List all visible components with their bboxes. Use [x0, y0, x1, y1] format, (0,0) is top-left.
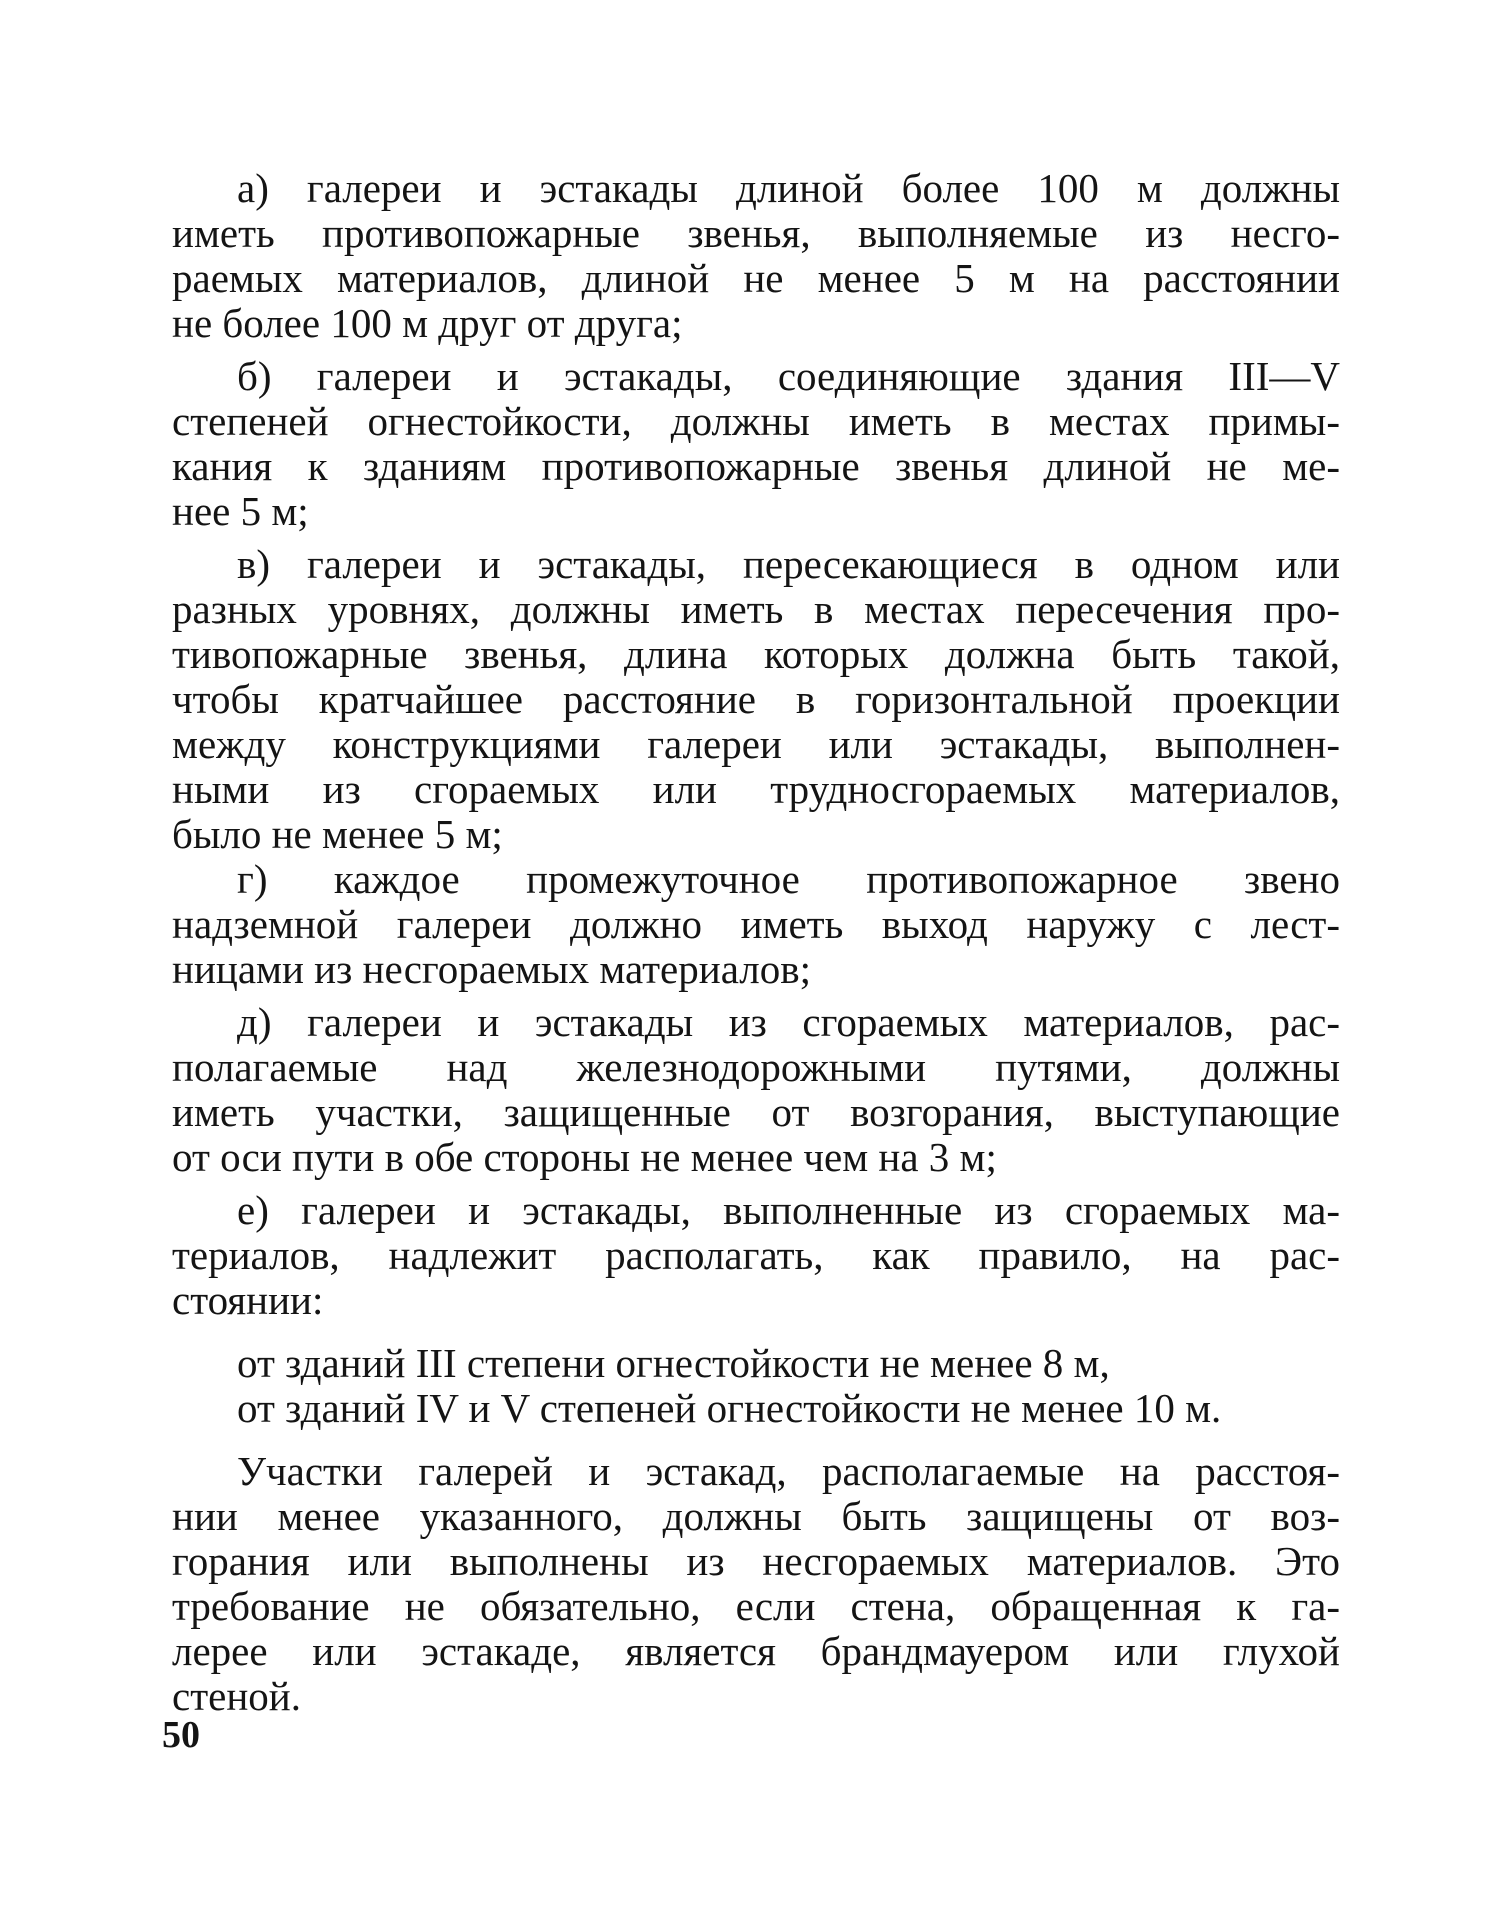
body-text: [172, 166, 1340, 1719]
paragraph-a-line-2: иметь противопожарные звенья, выполняемые из несго-: [172, 210, 1340, 256]
closing-paragraph-line-5: лерее или эстакаде, является брандмауером или глухой: [172, 1628, 1340, 1674]
paragraph-a-line-1: а) галереи и эстакады длиной более 100 м должны: [237, 165, 1340, 211]
distance-item-1: от зданий III степени огнестойкости не менее 8 м,: [237, 1340, 1110, 1386]
paragraph-b-line-1: б) галереи и эстакады, соединяющие здания III—V: [237, 353, 1340, 399]
paragraph-a-line-4: не более 100 м друг от друга;: [172, 300, 683, 346]
closing-paragraph-line-4: требование не обязательно, если стена, обращенная к га-: [172, 1583, 1340, 1629]
paragraph-v-line-5: между конструкциями галереи или эстакады, выполнен-: [172, 721, 1340, 767]
distance-item-2: от зданий IV и V степеней огнестойкости не менее 10 м.: [237, 1385, 1222, 1431]
paragraph-d-line-4: от оси пути в обе стороны не менее чем на 3 м;: [172, 1134, 997, 1180]
paragraph-b-line-3: кания к зданиям противопожарные звенья длиной не ме-: [172, 443, 1340, 489]
paragraph-e-line-1: е) галереи и эстакады, выполненные из сгораемых ма-: [237, 1187, 1340, 1233]
paragraph-d-line-3: иметь участки, защищенные от возгорания, выступающие: [172, 1089, 1340, 1135]
paragraph-v-line-1: в) галереи и эстакады, пересекающиеся в одном или: [237, 541, 1340, 587]
paragraph-b-line-4: нее 5 м;: [172, 488, 309, 534]
closing-paragraph-line-6: стеной.: [172, 1673, 301, 1719]
paragraph-d-line-2: полагаемые над железнодорожными путями, должны: [172, 1044, 1340, 1090]
closing-paragraph-line-3: горания или выполнены из несгораемых материалов. Это: [172, 1538, 1340, 1584]
paragraph-v-line-4: чтобы кратчайшее расстояние в горизонтальной проекции: [172, 676, 1340, 722]
paragraph-b-line-2: степеней огнестойкости, должны иметь в местах примы-: [172, 398, 1340, 444]
closing-paragraph-line-1: Участки галерей и эстакад, располагаемые на расстоя-: [237, 1448, 1340, 1494]
paragraph-d-line-1: д) галереи и эстакады из сгораемых материалов, рас-: [237, 999, 1340, 1045]
paragraph-e-line-3: стоянии:: [172, 1277, 324, 1323]
closing-paragraph-line-2: нии менее указанного, должны быть защищены от воз-: [172, 1493, 1340, 1539]
paragraph-v-line-6: ными из сгораемых или трудносгораемых материалов,: [172, 766, 1340, 812]
page-number: 50: [162, 1714, 200, 1756]
paragraph-a-line-3: раемых материалов, длиной не менее 5 м на расстоянии: [172, 255, 1340, 301]
paragraph-e-line-2: териалов, надлежит располагать, как правило, на рас-: [172, 1232, 1340, 1278]
paragraph-v-line-3: тивопожарные звенья, длина которых должна быть такой,: [172, 631, 1340, 677]
paragraph-g-line-1: г) каждое промежуточное противопожарное звено: [237, 856, 1340, 902]
paragraph-v-line-7: было не менее 5 м;: [172, 811, 503, 857]
paragraph-v-line-2: разных уровнях, должны иметь в местах пересечения про-: [172, 586, 1340, 632]
paragraph-g-line-2: надземной галереи должно иметь выход наружу с лест-: [172, 901, 1340, 947]
paragraph-g-line-3: ницами из несгораемых материалов;: [172, 946, 811, 992]
